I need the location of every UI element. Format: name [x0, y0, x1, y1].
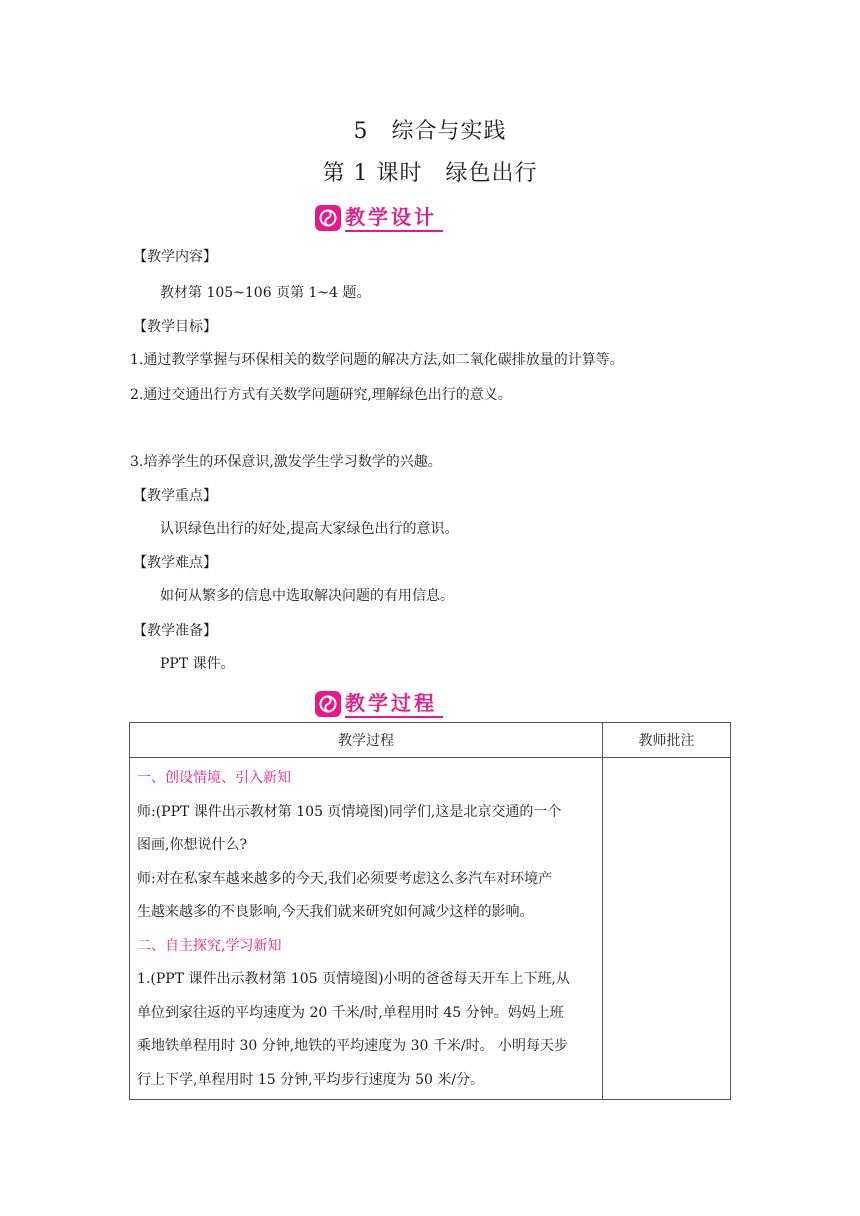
preparation-text: PPT 课件。 [160, 656, 235, 672]
section-head-difficulty: 【教学难点】 [133, 555, 217, 571]
teaching-design-banner [315, 203, 443, 233]
table-line: 乘地铁单程用时 30 分钟,地铁的平均速度为 30 千米/时。 小明每天步 [137, 1038, 569, 1054]
table-line: 图画,你想说什么? [137, 837, 247, 853]
banner-label: 教学设计 [345, 204, 443, 232]
table-header-process: 教学过程 [130, 723, 603, 758]
goal-item-2: 2.通过交通出行方式有关数学问题研究,理解绿色出行的意义。 [130, 387, 512, 403]
goal-item-3: 3.培养学生的环保意识,激发学生学习数学的兴趣。 [130, 454, 442, 470]
content-text: 教材第 105~106 页第 1~4 题。 [160, 285, 371, 301]
teaching-process-table [129, 722, 731, 1100]
banner-label: 教学过程 [345, 690, 443, 718]
difficulty-text: 如何从繁多的信息中选取解决问题的有用信息。 [160, 588, 454, 604]
table-line: 行上下学,单程用时 15 分钟,平均步行速度为 50 米/分。 [137, 1071, 485, 1088]
teaching-process-banner [315, 689, 443, 719]
section-heading-intro: 一、创设情境、引入新知 [137, 770, 291, 786]
section-head-content: 【教学内容】 [133, 249, 217, 265]
teacher-notes-cell [603, 758, 731, 1100]
section-head-goals: 【教学目标】 [133, 319, 217, 335]
lesson-unit-title: 5 综合与实践 [353, 119, 507, 144]
goal-item-1: 1.通过教学掌握与环保相关的数学问题的解决方法,如二氧化碳排放量的计算等。 [130, 352, 624, 368]
table-line: 1.(PPT 课件出示教材第 105 页情境图)小明的爸爸每天开车上下班,从 [137, 971, 570, 987]
key-point-text: 认识绿色出行的好处,提高大家绿色出行的意识。 [160, 521, 459, 537]
lesson-title: 第 1 课时 绿色出行 [322, 161, 538, 186]
section-head-key-point: 【教学重点】 [133, 488, 217, 504]
section-heading-explore: 二、自主探究,学习新知 [137, 937, 282, 954]
table-line: 生越来越多的不良影响,今天我们就来研究如何减少这样的影响。 [137, 904, 534, 920]
table-line: 师:(PPT 课件出示教材第 105 页情境图)同学们,这是北京交通的一个 [137, 803, 562, 820]
section-head-preparation: 【教学准备】 [133, 623, 217, 639]
table-header-notes: 教师批注 [603, 723, 731, 758]
swirl-logo-icon [315, 691, 341, 717]
swirl-logo-icon [315, 205, 341, 231]
table-line: 师:对在私家车越来越多的今天,我们必须要考虑这么多汽车对环境产 [137, 870, 553, 887]
table-line: 单位到家往返的平均速度为 20 千米/时,单程用时 45 分钟。妈妈上班 [137, 1004, 564, 1021]
process-cell [130, 758, 603, 1100]
